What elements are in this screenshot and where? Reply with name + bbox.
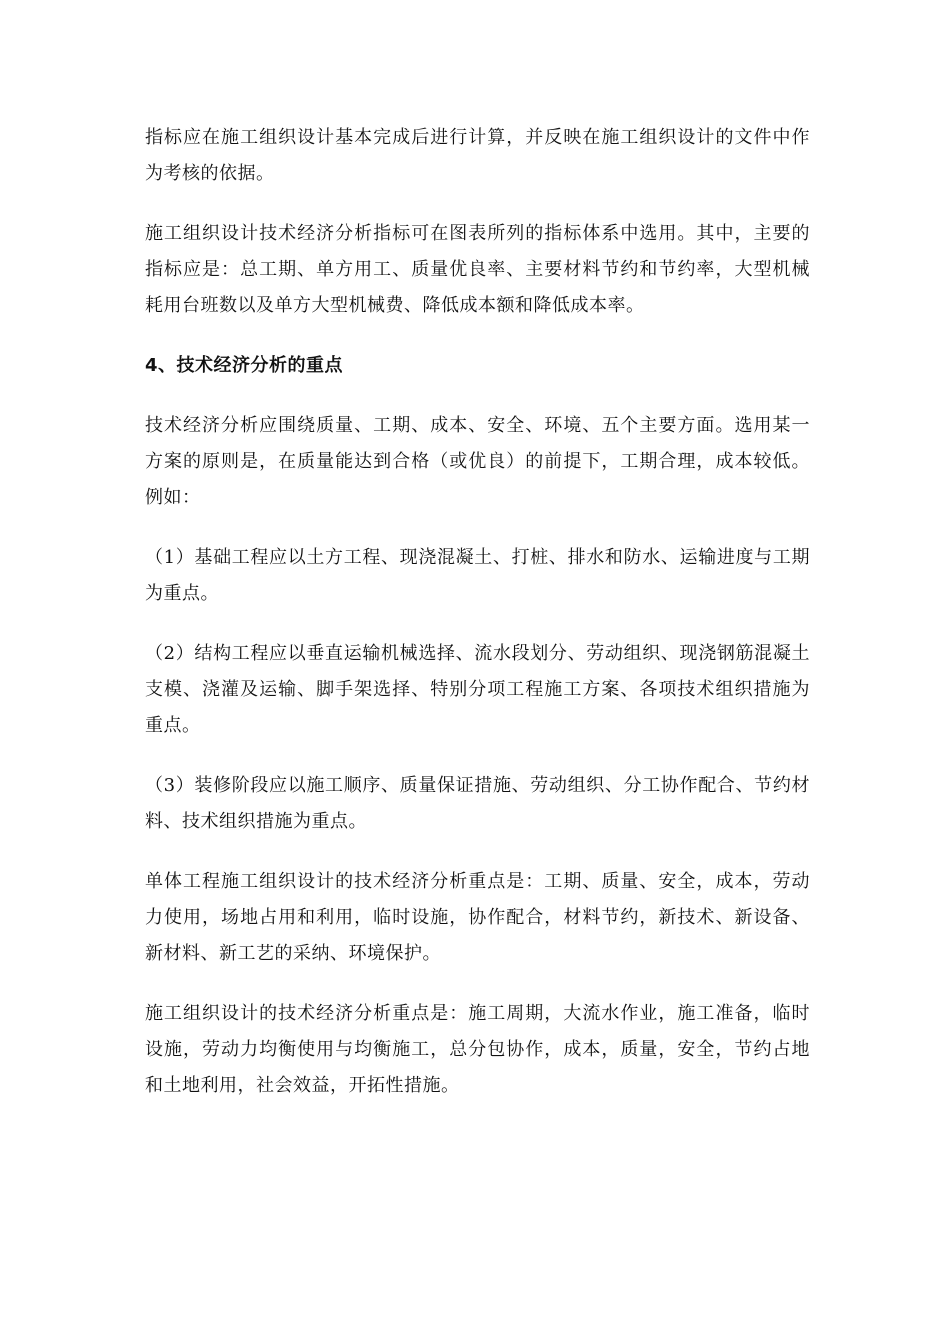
- paragraph-analysis-intro: 技术经济分析应围绕质量、工期、成本、安全、环境、五个主要方面。选用某一方案的原则是，在质量能达到合格（或优良）的前提下，工期合理，成本较低。例如：: [145, 415, 810, 508]
- list-item-foundation: （1）基础工程应以土方工程、现浇混凝土、打桩、排水和防水、运输进度与工期为重点。: [145, 547, 810, 604]
- document-body: [145, 120, 810, 1128]
- list-item-decoration: （3）装修阶段应以施工顺序、质量保证措施、劳动组织、分工协作配合、节约材料、技术组织措施为重点。: [145, 775, 810, 832]
- paragraph-indicator-timing: 指标应在施工组织设计基本完成后进行计算，并反映在施工组织设计的文件中作为考核的依据。: [145, 127, 810, 184]
- list-item-structure: （2）结构工程应以垂直运输机械选择、流水段划分、劳动组织、现浇钢筋混凝土支模、浇灌及运输、脚手架选择、特别分项工程施工方案、各项技术组织措施为重点。: [145, 643, 810, 736]
- paragraph-construction-design-focus: 施工组织设计的技术经济分析重点是：施工周期，大流水作业，施工准备，临时设施，劳动力均衡使用与均衡施工，总分包协作，成本，质量，安全，节约占地和土地利用，社会效益，开拓性措施。: [145, 1003, 810, 1096]
- section-heading: 4、技术经济分析的重点: [145, 355, 344, 376]
- paragraph-single-project-focus: 单体工程施工组织设计的技术经济分析重点是：工期、质量、安全，成本，劳动力使用，场地占用和利用，临时设施，协作配合，材料节约，新技术、新设备、新材料、新工艺的采纳、环境保护。: [145, 871, 810, 964]
- paragraph-indicator-selection: 施工组织设计技术经济分析指标可在图表所列的指标体系中选用。其中，主要的指标应是：总工期、单方用工、质量优良率、主要材料节约和节约率，大型机械耗用台班数以及单方大型机械费、降低成本额和降低成本率。: [145, 223, 810, 316]
